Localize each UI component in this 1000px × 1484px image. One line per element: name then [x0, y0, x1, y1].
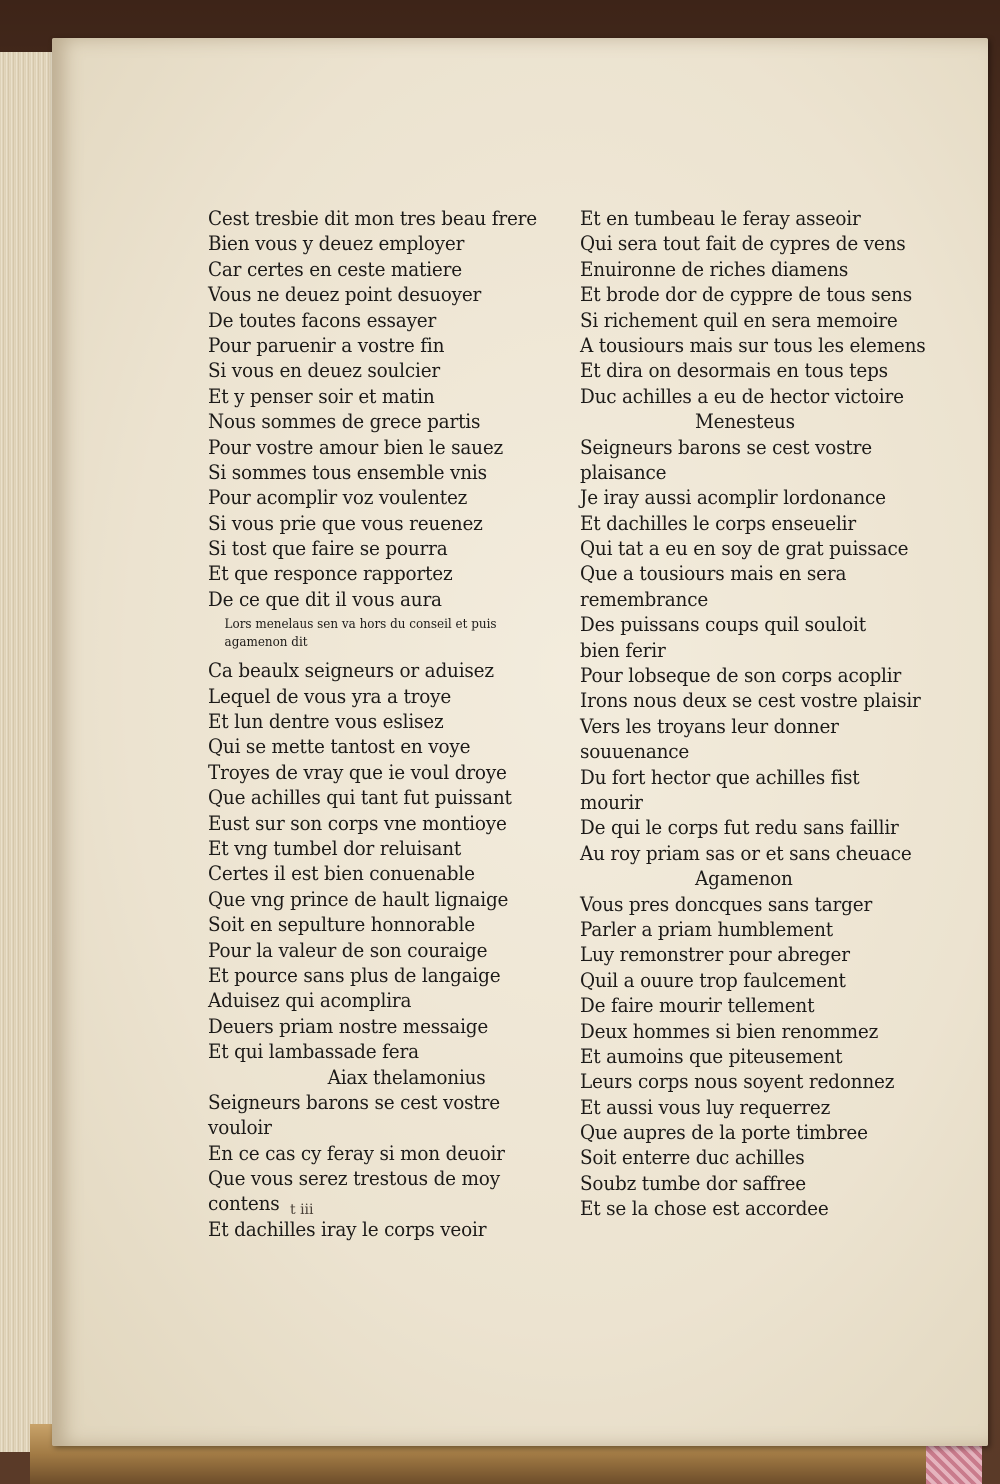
speaker-heading: Aiax thelamonius [327, 1064, 486, 1089]
verse-line: Et qui lambassade fera [208, 1039, 419, 1064]
verse-line: Et brode dor de cyppre de tous sens [580, 282, 912, 307]
rubric-line: Lors menelaus sen va hors du conseil et puis [224, 617, 497, 633]
verse-line: Et pource sans plus de langaige [208, 962, 501, 987]
verse-line: Lequel de vous yra a troye [208, 683, 452, 708]
verse-line: Des puissans coups quil souloit [580, 612, 866, 637]
verse-line: Quil a ouure trop faulcement [580, 967, 846, 992]
verse-line: Et dachilles le corps enseuelir [580, 510, 856, 535]
verse-line: Troyes de vray que ie voul droye [208, 759, 507, 784]
verse-line: Seigneurs barons se cest vostre [580, 434, 872, 459]
verse-line: Du fort hector que achilles fist [580, 764, 860, 789]
verse-line: Vous pres doncques sans targer [580, 891, 873, 916]
verse-line: remembrance [580, 586, 709, 611]
verse-line: A tousiours mais sur tous les elemens [580, 332, 926, 357]
verse-line: Nous sommes de grece partis [208, 409, 481, 434]
verse-line: vouloir [208, 1115, 272, 1140]
verse-line: Si tost que faire se pourra [208, 536, 448, 561]
verse-line: Pour acomplir voz voulentez [208, 485, 468, 510]
verse-line: plaisance [580, 459, 667, 484]
verse-line: bien ferir [580, 637, 666, 662]
verse-line: Cest tresbie dit mon tres beau frere [208, 206, 537, 230]
verse-line: Enuironne de riches diamens [580, 256, 849, 281]
verse-line: Deux hommes si bien renommez [580, 1018, 879, 1043]
verse-line: Leurs corps nous soyent redonnez [580, 1069, 895, 1094]
verse-line: Luy remonstrer pour abreger [580, 942, 850, 967]
verse-line: Soit enterre duc achilles [580, 1145, 805, 1170]
verse-line: Deuers priam nostre messaige [208, 1013, 489, 1038]
verse-line: Ca beaulx seigneurs or aduisez [208, 658, 494, 683]
speaker-heading: Agamenon [695, 866, 793, 891]
verse-line: Et aussi vous luy requerrez [580, 1094, 831, 1119]
verse-line: Eust sur son corps vne montioye [208, 810, 507, 835]
verse-line: Que aupres de la porte timbree [580, 1120, 868, 1145]
verse-line: Au roy priam sas or et sans cheuace [580, 840, 912, 865]
verse-line: Pour lobseque de son corps acoplir [580, 663, 902, 688]
verse-line: Et dachilles iray le corps veoir [208, 1216, 487, 1241]
verse-line: Qui sera tout fait de cypres de vens [580, 231, 906, 256]
text-column-left [208, 206, 588, 1242]
verse-line: Bien vous y deuez employer [208, 231, 465, 256]
verse-line: Vous ne deuez point desuoyer [208, 282, 482, 307]
verse-line: mourir [580, 789, 643, 814]
verse-line: contens [208, 1191, 280, 1216]
verse-line: Si sommes tous ensemble vnis [208, 459, 487, 484]
verse-line: Si vous en deuez soulcier [208, 358, 441, 383]
verse-line: En ce cas cy feray si mon deuoir [208, 1140, 505, 1165]
verse-line: Si richement quil en sera memoire [580, 307, 898, 332]
verse-line: Que vng prince de hault lignaige [208, 886, 509, 911]
verse-line: Et y penser soir et matin [208, 383, 435, 408]
verse-line: Aduisez qui acomplira [208, 988, 412, 1013]
verse-line: De qui le corps fut redu sans faillir [580, 815, 899, 840]
verse-line: Qui tat a eu en soy de grat puissace [580, 536, 909, 561]
speaker-heading: Menesteus [695, 409, 795, 434]
verse-line: Que vous serez trestous de moy [208, 1166, 500, 1191]
verse-line: Soubz tumbe dor saffree [580, 1170, 806, 1195]
verse-line: Et lun dentre vous eslisez [208, 709, 444, 734]
verse-line: De toutes facons essayer [208, 307, 437, 332]
verse-line: Vers les troyans leur donner [580, 713, 839, 738]
verse-line: Certes il est bien conuenable [208, 861, 475, 886]
verse-line: Que achilles qui tant fut puissant [208, 785, 512, 810]
verse-line: Qui se mette tantost en voye [208, 734, 471, 759]
verse-line: Duc achilles a eu de hector victoire [580, 383, 904, 408]
verse-line: Et que responce rapportez [208, 561, 453, 586]
verse-line: De ce que dit il vous aura [208, 586, 442, 611]
text-column-right [580, 206, 980, 1222]
verse-line: Et vng tumbel dor reluisant [208, 835, 462, 860]
signature-mark: t iii [290, 1202, 314, 1218]
verse-line: Et se la chose est accordee [580, 1196, 829, 1221]
verse-line: Irons nous deux se cest vostre plaisir [580, 688, 921, 713]
verse-line: Seigneurs barons se cest vostre [208, 1089, 500, 1114]
verse-line: Soit en sepulture honnorable [208, 912, 475, 937]
verse-line: Et en tumbeau le feray asseoir [580, 206, 861, 230]
book-page [52, 38, 988, 1446]
verse-line: Si vous prie que vous reuenez [208, 510, 483, 535]
verse-line: souuenance [580, 739, 690, 764]
verse-line: Parler a priam humblement [580, 916, 833, 941]
verse-line: Je iray aussi acomplir lordonance [580, 485, 886, 510]
verse-line: De faire mourir tellement [580, 993, 815, 1018]
verse-line: Pour paruenir a vostre fin [208, 332, 445, 357]
verse-line: Pour la valeur de son couraige [208, 937, 488, 962]
verse-line: Que a tousiours mais en sera [580, 561, 847, 586]
verse-line: Car certes en ceste matiere [208, 256, 462, 281]
verse-line: Et aumoins que piteusement [580, 1043, 843, 1068]
rubric-line: agamenon dit [224, 635, 308, 651]
verse-line: Et dira on desormais en tous teps [580, 358, 888, 383]
verse-line: Pour vostre amour bien le sauez [208, 434, 504, 459]
